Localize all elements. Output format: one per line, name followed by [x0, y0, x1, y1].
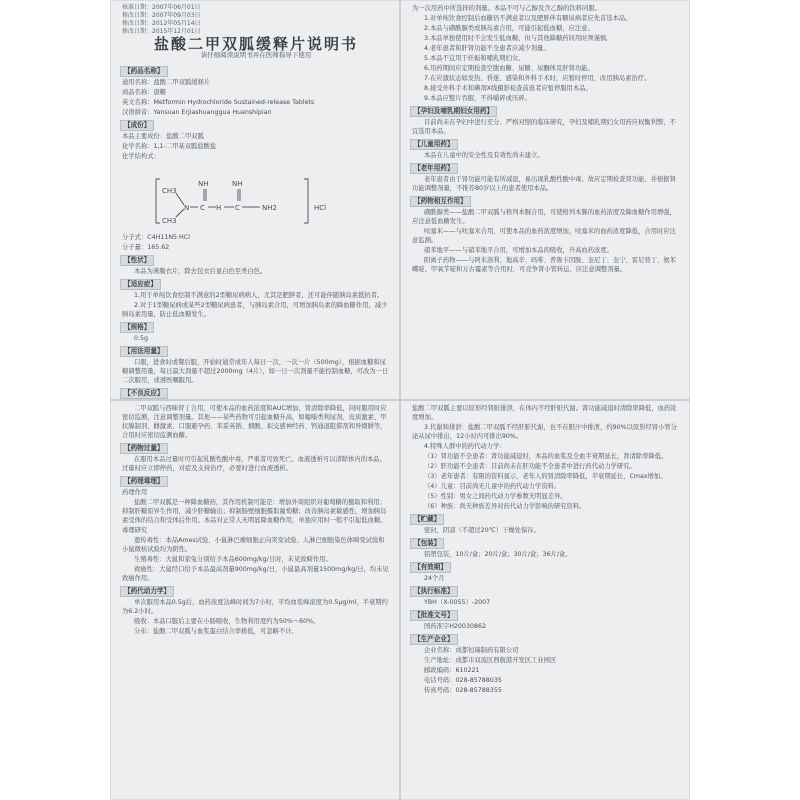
interaction-line: 磺酰脲类——盐酸二甲双胍与格列本脲合用，可使格列本脲的血药浓度及降血糖作用增强，应注意低血糖发生。	[412, 209, 676, 225]
section-header-standard: 【执行标准】	[410, 586, 458, 597]
caution-line: 9.本品应整片吞服，不得嚼碎或压碎。	[424, 95, 531, 102]
fold-line-horizontal	[110, 399, 690, 401]
pharm-line: 生殖毒性：大鼠和家兔分别给予本品600mg/kg/日时，未见致畸作用。	[134, 556, 332, 563]
interaction-line: 硝苯地平——与硝苯地平合用，可增加本品的吸收，升高血药浓度。	[424, 247, 613, 254]
approval-text: 国药准字H20030862	[424, 623, 486, 630]
pharm-line: 遗传毒性：本品Ames试验、小鼠淋巴瘤细胞正向突变试验、人淋巴细胞染色体畸变试验和小鼠微核试验均为阴性。	[122, 537, 385, 553]
pk-line: （3）老年患者：有限的资料显示，老年人的肾清除率降低，半衰期延长，Cmax增加。	[424, 473, 667, 480]
document-title: 盐酸二甲双胍缓释片说明书	[153, 35, 358, 53]
character-text: 本品为薄膜衣片，除去包衣后显白色至类白色。	[134, 268, 267, 275]
overdose-text: 在服用本品过量时可引起乳酸性酸中毒，严重者可致死亡。血液透析可以清除体内的本品。过量时应立即停药，对症及支持治疗，必要时进行血液透析。	[122, 456, 386, 472]
pharm-subheading: 药理作用	[122, 489, 148, 496]
caution-line: 7.在应激状态如发热、昏迷、感染和外科手术时，应暂时停用，改用胰岛素治疗。	[424, 75, 651, 82]
revision-date: 核准日期：2007年06月01日	[122, 4, 201, 11]
structure-label: CH3	[162, 187, 177, 195]
section-header-indication: 【适应症】	[120, 279, 161, 290]
pk-line: （2）肝功能不全患者：目前尚未在肝功能不全患者中进行药代动力学研究。	[424, 463, 636, 470]
component-line: 本品主要成份：盐酸二甲双胍	[122, 133, 204, 140]
caution-line: 1.对单纯饮食控制后血糖仍不满意者以及肥胖伴有糖尿病者应先首选本品。	[424, 15, 632, 22]
component-line: 化学名称：1,1-二甲基双胍盐酸盐	[122, 143, 217, 150]
caution-line: 8.接受外科手术和碘剂X线摄影检查前患者应暂停服用本品。	[424, 85, 592, 92]
section-header-validity: 【有效期】	[410, 562, 451, 573]
interaction-line: 呋塞米——与呋塞米合用，可使本品的血药浓度增加，呋塞米的血药浓度降低，合用时应注意监测。	[412, 228, 676, 244]
manufacturer-line: 电话号码：028-85788035	[424, 677, 502, 684]
pk-line: 3.代谢和排泄：盐酸二甲双胍不经肝脏代谢，也不在胆汁中排泄，约90%以原形经肾小管分泌从尿中排出，12小时内可排出90%。	[412, 424, 677, 440]
structure-label: HCl	[314, 204, 327, 212]
section-header-usage: 【用法用量】	[120, 346, 168, 357]
section-header-storage: 【贮藏】	[410, 514, 444, 525]
section-header-pharmacology: 【药理毒理】	[120, 476, 168, 487]
caution-line: 4.老年患者和肝肾功能不全患者应减少剂量。	[424, 45, 550, 52]
pharm-line: 致癌性：大鼠经口给予本品最高剂量900mg/kg/日，小鼠最高剂量1500mg/kg/日，均未见致癌作用。	[122, 566, 389, 582]
pharm-subheading: 毒理研究	[122, 527, 148, 534]
section-header-child: 【儿童用药】	[410, 139, 458, 150]
section-header-pk: 【药代动力学】	[120, 586, 174, 597]
pk-line: （6）种族：尚无种族差异对药代动力学影响的研究资料。	[424, 503, 586, 510]
structure-label: NH2	[262, 204, 277, 212]
chemical-structure	[132, 165, 390, 231]
pk-line: （1）肾功能不全患者：肾功能减退时，本品的血浆及全血半衰期延长，肾清除率降低。	[424, 453, 668, 460]
leaflet-panel-bottom-left	[110, 400, 400, 800]
pk-continued: 盐酸二甲双胍主要以原形经肾脏排泄，在体内不经肝脏代谢。肾功能减退时清除率降低，血药浓度增加。	[412, 405, 677, 421]
molecular-formula: 分子式：C4H11N5·HCl	[122, 234, 190, 241]
indication-line: 2.对于1型糖尿病或某些2型糖尿病患者，与胰岛素合用，可增加胰岛素的降血糖作用，减少胰岛素用量，防止低血糖发生。	[122, 302, 388, 318]
pregnant-text: 目前尚未在孕妇中进行充分、严格对照的临床研究，孕妇及哺乳期妇女用药应权衡利弊，不宜选用本品。	[412, 119, 676, 135]
drug-name-line: 商品名称：唐糖	[122, 89, 167, 96]
interaction-line: 阳离子药物——与阿米洛利、地高辛、吗啡、普鲁卡因胺、奎尼丁、奎宁、雷尼替丁、氨苯蝶啶、甲氧苄啶和万古霉素等合用时，可竞争肾小管转运，应注意调整剂量。	[412, 257, 676, 273]
revision-date: 修改日期：2012年05月14日	[122, 20, 201, 27]
section-header-overdose: 【药物过量】	[120, 443, 168, 454]
structure-label: H	[216, 204, 222, 212]
pk-line: （5）性别：男女之间药代动力学参数无明显差异。	[424, 493, 567, 500]
section-header-name: 【药品名称】	[120, 66, 168, 77]
manufacturer-line: 邮政编码：610221	[424, 667, 480, 674]
caution-line: 5.本品不宜用于妊娠和哺乳期妇女。	[424, 55, 525, 62]
section-header-pregnant: 【孕妇及哺乳期妇女用药】	[410, 106, 497, 117]
usage-text: 口服，进食时或餐后服，开始时通常成年人每日一次，一次一片（500mg），根据血糖和尿糖调整用量，每日最大剂量不超过2000mg（4片），如一日一次剂量不能控制血糖，可改为一日二次服用，或遵医嘱服用。	[122, 359, 389, 384]
revision-date: 修改日期：2015年12月01日	[122, 28, 201, 35]
revision-dates	[122, 4, 390, 36]
section-header-adverse: 【不良反应】	[120, 388, 168, 399]
document-subtitle: 请仔细阅读说明书并在医师指导下使用	[200, 51, 312, 59]
caution-intro: 为一次用药中所选择的剂量。本品不可与乙醇及含乙醇的饮料同服。	[412, 5, 601, 12]
package-text: 铝塑包装，10片/盒；20片/盒；30片/盒；36片/盒。	[424, 551, 572, 558]
component-line: 化学结构式：	[122, 153, 160, 160]
section-header-elder: 【老年用药】	[410, 163, 458, 174]
pk-line: 4.特殊人群中的药代动力学：	[424, 443, 506, 450]
leaflet-panel-top-right	[400, 0, 690, 400]
manufacturer-line: 生产地址：成都市双流区西航港开发区工业园区	[424, 657, 557, 664]
leaflet-panel-top-left	[110, 0, 400, 400]
molecular-weight: 分子量：165.62	[122, 244, 170, 251]
drug-name-line: 通用名称：盐酸二甲双胍缓释片	[122, 79, 211, 86]
section-header-package: 【包装】	[410, 538, 444, 549]
structure-label: NH	[198, 180, 209, 188]
leaflet-panel-bottom-right	[400, 400, 690, 800]
structure-drawing	[132, 165, 362, 231]
pk-line: 单次服用本品0.5g后，血药浓度达峰时间为7小时，平均血浆峰浓度为0.5µg/ml，半衰期约为6.2小时。	[122, 599, 388, 615]
storage-text: 密封，阴凉（不超过20℃）干燥处保存。	[424, 527, 540, 534]
structure-label: NH	[232, 180, 243, 188]
validity-text: 24个月	[424, 575, 445, 582]
child-text: 本品在儿童中的安全性及有效性尚未建立。	[424, 152, 544, 159]
caution-line: 2.本品与磺酰脲类或胰岛素合用，可能引起低血糖，应注意。	[424, 25, 594, 32]
revision-date: 修改日期：2007年09月03日	[122, 12, 201, 19]
structure-label: N	[184, 204, 190, 212]
section-header-interaction: 【药物相互作用】	[410, 196, 471, 207]
indication-line: 1.用于单纯饮食控制不满意的2型糖尿病病人，尤其是肥胖者，还可能伴随胰岛素抵抗者。	[134, 292, 384, 299]
structure-label: CH3	[162, 217, 177, 225]
section-header-component: 【成份】	[120, 120, 154, 131]
drug-name-block	[122, 78, 390, 117]
caution-line: 6.用药期间应定期检查空腹血糖、尿糖、尿酮体及肝肾功能。	[424, 65, 594, 72]
spec-text: 0.5g	[134, 335, 149, 342]
pk-line: 分布：盐酸二甲双胍与血浆蛋白结合率极低，可忽略不计。	[134, 628, 298, 635]
structure-label: C	[200, 204, 205, 212]
interaction-continued: 二甲双胍与西咪替丁合用，可使本品的血药浓度和AUC增加，肾清除率降低，同时服用时应密切监测，注意调整剂量。其他——某些药物可引起血糖升高，如噻嗪类利尿剂、皮质激素、甲状腺制剂、雌激素、口服避孕药、苯妥英钠、烟酸、拟交感神经药、钙通道阻滞剂和异烟肼等，合用时应密切监测血糖。	[122, 405, 387, 439]
section-header-approval: 【批准文号】	[410, 610, 458, 621]
drug-name-line: 英文名称：Metformin Hydrochloride Sustained-release Tablets	[122, 99, 315, 106]
manufacturer-line: 企业名称：成都恒瑞制药有限公司	[424, 647, 519, 654]
standard-text: YBH（X-0055）-2007	[424, 599, 491, 606]
section-header-character: 【性状】	[120, 255, 154, 266]
pharm-line: 盐酸二甲双胍是一种降血糖药，其作用机制可能是：增加外周组织对葡萄糖的摄取和利用；抑制肝糖原异生作用，减少肝糖输出；抑制肠壁细胞摄取葡萄糖；改善胰岛素敏感性，增加胰岛素受体的结合和受体后作用。本品对正常人无明显降血糖作用，单独应用时一般不引起低血糖。	[122, 499, 387, 524]
pk-line: （4）儿童：目前尚无儿童中的药代动力学资料。	[424, 483, 561, 490]
caution-line: 3.本品单独使用时不会发生低血糖，但与其他降糖药同用时须谨慎。	[424, 35, 613, 42]
elder-text: 老年患者由于肾功能可能有所减退，易出现乳酸性酸中毒，故应定期检查肾功能，并根据肾功能调整剂量，不推荐80岁以上的患者使用本品。	[412, 176, 676, 192]
drug-name-line: 汉语拼音：Yansuan Erjiashuanggua Huanshipian	[122, 109, 272, 116]
section-header-manufacturer: 【生产企业】	[410, 634, 458, 645]
pk-line: 吸收：本品口服后主要在小肠吸收，生物利用度约为50%～60%。	[134, 618, 320, 625]
manufacturer-line: 传真号码：028-85788355	[424, 687, 502, 694]
section-header-spec: 【规格】	[120, 322, 154, 333]
structure-label: C	[235, 204, 240, 212]
